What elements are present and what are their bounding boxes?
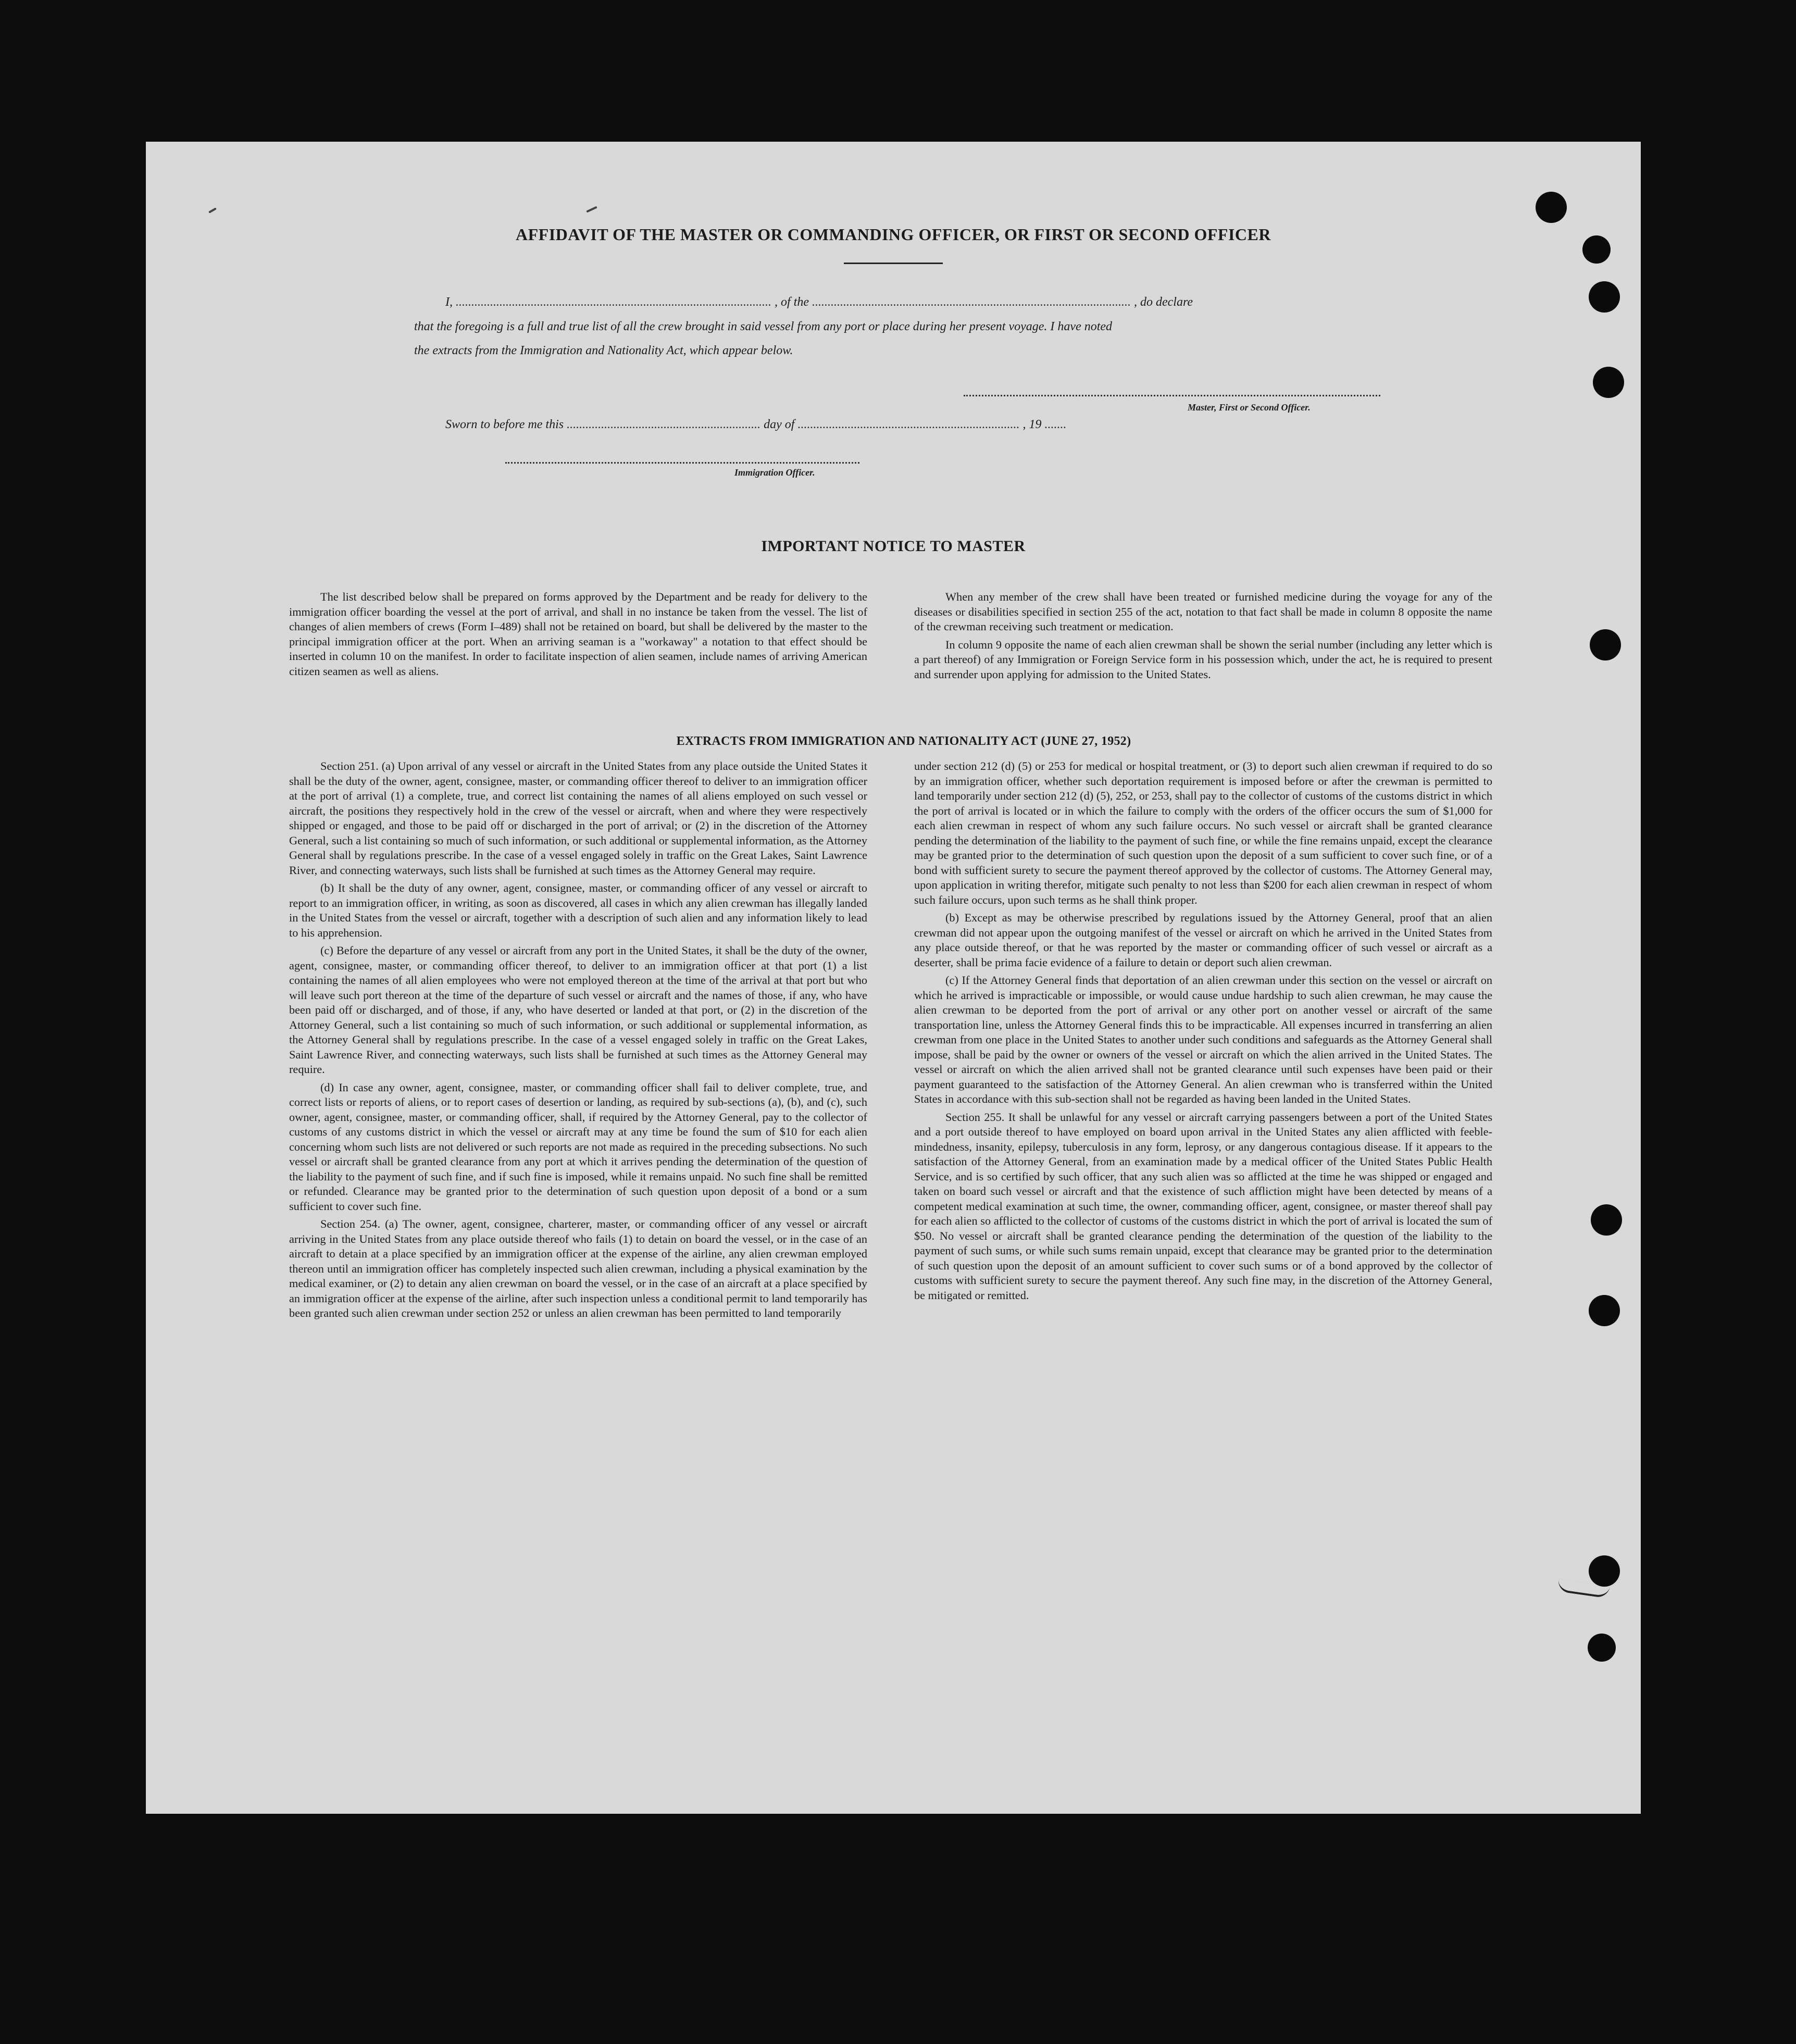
declaration-do-declare: , do declare — [1134, 295, 1193, 309]
sworn-year-blank[interactable]: ....... — [1044, 418, 1067, 431]
document-page — [146, 142, 1641, 1814]
punch-hole — [1591, 1204, 1622, 1236]
punch-hole — [1589, 1555, 1620, 1587]
act-paragraph: Section 254. (a) The owner, agent, consignee, charterer, master, or commanding officer of any vessel or aircraft arriving in the United States from any place outside thereof who fails (1) to detain on board the vessel, or in the case of an aircraft to detain at a place specified by an immigration officer at the expense of the airline, any alien crewman employed thereon until an immigration officer has completely inspected such alien crewman, including a physical examination by the medical examiner, or (2) to detain any alien crewman on board the vessel, or in the case of an aircraft at a place specified by an immigration officer at the expense of the airline, after such inspection unless a conditional permit to land temporarily has been granted such alien crewman under section 252 or unless an alien crewman has been permitted to land temporarily — [289, 1217, 867, 1319]
master-caption: Master, First or Second Officer. — [1188, 402, 1311, 413]
punch-hole — [1589, 1295, 1620, 1326]
pen-mark — [208, 207, 217, 213]
immigration-officer-caption: Immigration Officer. — [734, 467, 815, 478]
act-paragraph: (b) It shall be the duty of any owner, agent, consignee, master, or commanding officer of any vessel or aircraft to report to an immigration officer, in writing, as soon as discovered, all cases in which any alien crewman has illegally landed in the United States from the vessel or aircraft, together with a description of such alien and any information likely to lead to his apprehension. — [289, 881, 867, 939]
sworn-day-blank[interactable]: .............................................................. — [567, 418, 761, 431]
punch-hole — [1590, 629, 1621, 660]
act-paragraph: Section 251. (a) Upon arrival of any vessel or aircraft in the United States from any place outside the United States it shall be the duty of the owner, agent, consignee, master, or commanding officer thereof to deliver to an immigration officer at the port of arrival (1) a complete, true, and correct list containing the names of all aliens employed on such vessel or aircraft, the positions they respectively hold in the crew of the vessel or aircraft, when and where they were respectively shipped or engaged, and those to be paid off or discharged in the port of arrival; or (2) in the discretion of the Attorney General, such a list containing so much of such information, or such additional or supplemental information, as the Attorney General shall by regulations prescribe. In the case of a vessel engaged solely in traffic on the Great Lakes, Saint Lawrence River, and connecting waterways, such lists shall be furnished at such times as the Attorney General may require. — [289, 759, 867, 877]
notice-paragraph: The list described below shall be prepared on forms approved by the Department and be ready for delivery to the immigration officer boarding the vessel at the port of arrival, and shall in no instance be taken from the vessel. The list of changes of alien members of crews (Form I–489) shall not be retained on board, but shall be delivered by the master to the principal immigration officer at the port. When an arriving seaman is a "workaway" a notation to that effect should be inserted in column 10 on the manifest. In order to facilitate inspection of alien seamen, include names of arriving American citizen seamen as well as aliens. — [289, 590, 867, 678]
declaration-of-the: , of the — [775, 295, 809, 309]
notice-title: IMPORTANT NOTICE TO MASTER — [761, 538, 1026, 555]
punch-hole — [1588, 1634, 1616, 1662]
act-paragraph: (b) Except as may be otherwise prescribed by regulations issued by the Attorney General, proof that an alien crewman did not appear upon the outgoing manifest of the vessel or aircraft on which he arrived in the United States from any place outside thereof, or that he was reported by the master or commanding officer of such vessel or aircraft as a deserter, shall be prima facie evidence of a failure to detain or deport such alien crewman. — [914, 911, 1492, 969]
master-signature-line[interactable] — [964, 395, 1380, 396]
declaration-i: I, — [445, 295, 453, 309]
sworn-prefix: Sworn to before me this — [445, 418, 564, 431]
notice-paragraph: In column 9 opposite the name of each alien crewman shall be shown the serial number (including any letter which is a part thereof) of any Immigration or Foreign Service form in his possession which, under the act, he is required to present and surrender upon applying for admission to the United States. — [914, 638, 1492, 681]
punch-hole — [1593, 367, 1624, 398]
immigration-officer-signature-line[interactable] — [505, 462, 859, 464]
sworn-month-blank[interactable]: ....................................................................... — [797, 418, 1020, 431]
sworn-line — [445, 418, 1066, 432]
notice-paragraph: When any member of the crew shall have been treated or furnished medicine during the voyage for any of the diseases or disabilities specified in section 255 of the act, notation to that fact shall be made in column 8 opposite the name of the crewman receiving such treatment or medication. — [914, 590, 1492, 633]
act-paragraph: Section 255. It shall be unlawful for any vessel or aircraft carrying passengers between a port of the United States and a port outside thereof to have employed on board upon arrival in the United States any alien afflicted with feeble-mindedness, insanity, epilepsy, tuberculosis in any form, leprosy, or any dangerous contagious disease. If it appears to the satisfaction of the Attorney General, from an examination made by a medical officer of the United States Public Health Service, and is so certified by such officer, that any such alien was so afflicted at the time he was shipped or engaged and taken on board such vessel or aircraft and that the existence of such affliction might have been detected by means of a competent medical examination at such time, the owner, commanding officer, agent, consignee, or master thereof shall pay for each alien so afflicted to the collector of customs of the customs district in which the port of arrival is located the sum of $50. No vessel or aircraft shall be granted clearance pending the determination of the question of the liability to the payment of such sums, or while such sums remain unpaid, except that clearance may be granted prior to the determination of such question upon the deposit of an amount sufficient to cover such sums or of a bond approved by the collector of customs with sufficient surety to secure the payment thereof. Any such fine may, in the discretion of the Attorney General, be mitigated or remitted. — [914, 1110, 1492, 1302]
act-paragraph: (c) Before the departure of any vessel or aircraft from any port in the United States, it shall be the duty of the owner, agent, consignee, master, or commanding officer thereof, to deliver to an immigration officer at that port (1) a list containing the names of all alien employees who were not employed thereon at the time of the arrival at that port but who will leave such port thereon at the time of the departure of such vessel or aircraft and the names of those, if any, who have been paid off or discharged, and of those, if any, who have deserted or landed at that port, or (2) in the discretion of the Attorney General, such a list containing so much of such information, or such additional or supplemental information, as the Attorney General shall by regulations prescribe. In the case of a vessel engaged solely in traffic on the Great Lakes, Saint Lawrence River, and connecting waterways, such lists shall be furnished at such times as the Attorney General may require. — [289, 944, 867, 1076]
act-paragraph: under section 212 (d) (5) or 253 for medical or hospital treatment, or (3) to deport such alien crewman if required to do so by an immigration officer, whether such deportation requirement is imposed before or after the crewman is permitted to land temporarily under section 212 (d) (5), 252, or 253, shall pay to the collector of customs of the customs district in which the port of arrival is located or in which the failure to comply with the orders of the officer occurs the sum of $1,000 for each alien crewman in respect of whom any such failure occurs. No such vessel or aircraft shall be granted clearance pending the determination of the liability to the payment of such fine, or while the fine remains unpaid, except the clearance may be granted prior to the determination of such question upon the deposit of a sum sufficient to cover such fine, or of a bond with sufficient surety to secure the payment thereof approved by the collector of customs. The Attorney General may, upon application in writing therefor, mitigate such penalty to not less than $200 for each alien crewman in respect of whom such failure occurs, upon such terms as he shall think proper. — [914, 759, 1492, 906]
act-paragraph: (d) In case any owner, agent, consignee, master, or commanding officer shall fail to deliver complete, true, and correct lists or reports of aliens, or to report cases of desertion or landing, as required by sub-sections (a), (b), and (c), such owner, agent, consignee, master, or commanding officer, shall, if required by the Attorney General, pay to the collector of customs of any customs district in which the vessel or aircraft may at any time be found the sum of $10 for each alien concerning whom such lists are not delivered or such reports are not made as required in the preceding subsections. No such vessel or aircraft shall be granted clearance from any port at which it arrives pending the determination of the question of the liability to the payment of such fine, and if such fine is imposed, while it remains unpaid. No such fine shall be remitted or refunded. Clearance may be granted prior to the determination of such question upon deposit of a bond or a sum sufficient to cover such fine. — [289, 1080, 867, 1213]
name-blank[interactable]: ..................................................................................................... — [456, 295, 771, 309]
extracts-title: EXTRACTS FROM IMMIGRATION AND NATIONALITY ACT (JUNE 27, 1952) — [676, 734, 1131, 748]
act-right-column — [914, 759, 1492, 1306]
declaration-line-2: that the foregoing is a full and true list of all the crew brought in said vessel from any port or place during her present voyage. I have noted — [414, 320, 1113, 333]
vessel-blank[interactable]: ...................................................................................................... — [812, 295, 1131, 309]
pen-mark — [586, 206, 597, 213]
punch-hole — [1536, 192, 1567, 223]
notice-right-column — [914, 590, 1492, 685]
affidavit-title: AFFIDAVIT OF THE MASTER OR COMMANDING OFFICER, OR FIRST OR SECOND OFFICER — [516, 225, 1271, 244]
punch-hole — [1589, 281, 1620, 313]
declaration-line-3: the extracts from the Immigration and Nationality Act, which appear below. — [414, 344, 793, 357]
sworn-year: , 19 — [1022, 418, 1042, 431]
declaration-line-1 — [445, 295, 1193, 309]
notice-left-column — [289, 590, 867, 682]
sworn-day-of: day of — [764, 418, 795, 431]
act-left-column — [289, 759, 867, 1324]
act-paragraph: (c) If the Attorney General finds that deportation of an alien crewman under this section on the vessel or aircraft on which he arrived is impracticable or impossible, or would cause undue hardship to such alien crewman, he may cause the alien crewman to be deported from the port of arrival or any other port on another vessel or aircraft of the same transportation line, unless the Attorney General finds this to be impracticable. All expenses incurred in transferring an alien crewman from one place in the United States to another under such conditions and safeguards as the Attorney General shall impose, shall be paid by the owner or owners of the vessel or aircraft on which the alien arrived in the United States. The vessel or aircraft on which the alien arrived shall not be granted clearance until such expenses have been paid or their payment guaranteed to the satisfaction of the Attorney General. An alien crewman who is transferred within the United States in accordance with this sub-section shall not be regarded as having been landed in the United States. — [914, 974, 1492, 1105]
title-underline — [844, 263, 943, 264]
